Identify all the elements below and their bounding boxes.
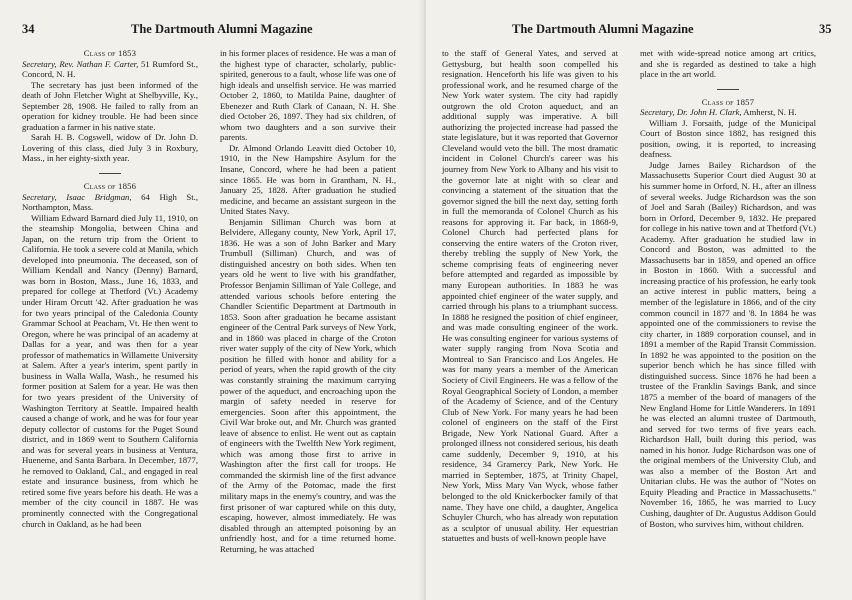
secretary-name: Secretary, Rev. Nathan F. Carter, xyxy=(22,58,139,69)
secretary-address: 64 High St., Northampton, Mass. xyxy=(22,191,198,213)
obituary-paragraph: Judge James Bailey Richardson of the Massachusetts Superior Court died August 30 at his summer home in Orford, N. H., after an illness of several weeks. Judge Richardson was the son of Joel and Sarah (Bailey) Richardson, and was born in Orford, December 9, 1832. He prepared for college in his native town and at Thetford (Vt.) Academy. After graduation he studied law in Concord and Boston, was admitted to the Massachusetts bar in 1859, and opened an office in Boston in 1860. With a successful and increasing practice of his profession, he early took an active interest in public matters, being a member of the legislature in 1866, and of the city common council in 1877 and '8. In 1884 he was appointed one of the commissioners to revise the city charter, in 1889 corporation counsel, and in 1891 a member of the Rapid Transit Commission. In 1892 he was appointed to the position on the superior bench which he has since filled with distinguished success. Since 1876 he had been a trustee of the Franklin Savings Bank, and since 1875 a member of the board of managers of the New England Home for Little Wanderers. In 1891 he was elected an alumni trustee of Dartmouth, and served for two terms of five years each. Richardson Hall, built during this period, was named in his honor. Judge Richardson was one of the original members of the University Club, and was also a member of the Boston Art and Unitarian clubs. He was the author of "Notes on Equity Pleading and Practice in Massachusetts." November 16, 1865, he was married to Lucy Cushing, daughter of Dr. Augustus Addison Gould of Boston, who survives him, without children. xyxy=(640,159,816,529)
obituary-paragraph: met with wide-spread notice among art critics, and she is regarded as destined to take a high place in the art world. xyxy=(640,48,816,80)
left-column-2 xyxy=(220,48,396,554)
section-divider xyxy=(99,173,121,174)
obituary-paragraph: Benjamin Silliman Church was born at Belvidere, Allegany county, New York, April 17, 1836. He was a son of John Barker and Mary Trumbull (Silliman) Church, and was of distinguished ancestry on both sides. When ten years old he went to live with his grandfather, Professor Benjamin Silliman of Yale College, and attended various schools before entering the Chandler Scientific Department at Dartmouth in 1853. Soon after graduation he became assistant engineer of the Central Park surveys of New York, and in 1860 was placed in charge of the Croton river water supply of the city of New York, which position he filled with honor and ability for a period of years, when the rapid growth of the city was constantly straining the maximum carrying power of the aqueduct, and encroaching upon the margin of safety needed in reserve for emergencies. Soon after this appointment, the Civil War broke out, and Mr. Church was granted leave of absence to enlist. He went out as captain of engineers with the Twelfth New York regiment, which was among those first to arrive in Washington after the first call for troops. He commanded the skirmish line of the first advance of the Army of the Potomac, made the first military maps in the enemy's country, and was the first prisoner of war captured while on this duty, escaping, however, almost immediately. He was disabled through an attempted poisoning by an unfriendly host, and for a time returned home. Returning, he was attached xyxy=(220,216,396,554)
class-heading: Class of 1853 xyxy=(83,48,137,58)
secretary-address: 51 Rumford St., Concord, N. H. xyxy=(22,58,198,80)
secretary-address: Amherst, N. H. xyxy=(743,107,797,118)
running-title: The Dartmouth Alumni Magazine xyxy=(131,22,313,36)
section-divider xyxy=(717,89,739,90)
obituary-paragraph: in his former places of residence. He was a man of the highest type of character, scholarly, public-spirited, generous to a fault, whose life was one of high ideals and unselfish service. He was married October 2, 1860, to Matilda Paine, daughter of Ebenezer and Ruth Clark of Canaan, N. H. She died October 26, 1897. They had six children, of whom two daughters and a son survive their parents. xyxy=(220,48,396,143)
page-number: 34 xyxy=(22,22,35,36)
secretary-name: Secretary, Dr. John H. Clark, xyxy=(640,107,742,118)
class-heading: Class of 1857 xyxy=(701,96,755,107)
obituary-paragraph: William Edward Barnard died July 11, 1910, on the steamship Mongolia, between China and Japan, on the return trip from the Orient to California. He took a severe cold at Manila, which developed into pneumonia. The deceased, son of William Kendall and Nancy (Denny) Barnard, was born in Boston, Mass., June 16, 1833, and prepared for college at Thetford (Vt.) Academy under Hiram Orcutt '42. After graduation he was for two years principal of the Caledonia County Grammar School at Peacham, Vt. He then went to Oregon, where he was principal of an academy at Dallas for a year, and was then for a year professor of mathematics in Willamette University at Salem. After a year's interim, spent partly in business in Walla Walla, Wash., he resumed his former position at Salem for a year. He was then for two years president of the University of Washington Territory at Seattle. Impaired health caused a change of work, and he was for four year deputy collector of customs for the Puget Sound district, and in 1869 went to Southern California and was for several years in business at Ventura, Hueneme, and Santa Barbara. In December, 1877, he removed to Oakland, Cal., and engaged in real estate and insurance business, from which he retired some five years before his death. He was a member of the city council in 1887. He was prominently connected with the Congregational church in Oakland, as he had been xyxy=(22,212,198,529)
right-page-header xyxy=(426,22,852,38)
running-title: The Dartmouth Alumni Magazine xyxy=(512,22,694,36)
right-column-1 xyxy=(442,48,618,544)
class-secretary-line xyxy=(640,107,816,118)
class-secretary-line xyxy=(22,59,198,80)
left-page xyxy=(0,0,424,600)
left-column-1 xyxy=(22,48,198,529)
obituary-paragraph: The secretary has just been informed of the death of John Fletcher Wight at Shelbyville, Ky., September 28, 1908. He failed to rally from an operation for kidney trouble. He had been since graduation a farmer in his native state. xyxy=(22,79,198,132)
obituary-paragraph: William J. Forsaith, judge of the Municipal Court of Boston since 1882, has resigned this position, owing, it is reported, to increasing deafness. xyxy=(640,117,816,160)
left-page-header xyxy=(0,22,424,38)
class-heading: Class of 1856 xyxy=(83,181,137,192)
right-column-2 xyxy=(640,48,816,529)
obituary-paragraph: to the staff of General Yates, and served at Gettysburg, but health soon compelled his resignation. Henceforth his life was given to his professional work, and he resumed charge of the New York water system. The city had rapidly outgrown the old Croton aqueduct, and an additional supply was imperative. A bill authorizing the projected increase had passed the state legislature, but it was reported that Governor Cleveland would veto the bill. The most dramatic incident in Colonel Church's career was his journey from New York to Albany and his visit to the governor late at night with so clear and convincing a statement of the situation that the governor signed the bill the next day, setting forth in full the memoranda of Colonel Church as his reasons for approving it. Far back, in 1868-9, Colonel Church had perfected plans for conserving the entire waters of the Croton river, thereby trebling the supply of New York, the scheme comprising feats of engineering never before attempted and regarded as impossible by many European authorities. In 1883 he was appointed chief engineer of the water supply, and carried through his plans to a triumphant success. In 1888 he resigned the position of chief engineer, and was made consulting engineer of the work. He was consulting engineer for various systems of water supply ranging from Nova Scotia and Montreal to San Francisco and Los Angeles. He was for many years a member of the American Society of Civil Engineers. He was a fellow of the Royal Geographical Society of London, a member of the Academy of Science, and of the Century Club of New York. For many years he had been colonel of engineers on the staff of the First Brigade, New York National Guard. After a prolonged illness not considered serious, his death came suddenly, December 9, 1910, at his residence, 34 Gramercy Park, New York. He married in September, 1875, at Trinity Chapel, New York, Miss Mary Van Wyck, whose father belonged to the old Knickerbocker family of that name. They have one child, a daughter, Angelica Schuyler Church, who has already won reputation as a sculptor of unusual ability. Her equestrian statuettes and busts of well-known people have xyxy=(442,48,618,544)
right-page xyxy=(426,0,852,600)
secretary-name: Secretary, Isaac Bridgman, xyxy=(22,191,132,202)
obituary-paragraph: Dr. Almond Orlando Leavitt died October 10, 1910, in the New Hampshire Asylum for the Insane, Concord, where he had been a patient since 1865. He was born in Grantham, N. H., January 25, 1828. After graduation he studied medicine, and became an assistant surgeon in the United States Navy. xyxy=(220,142,396,217)
class-secretary-line xyxy=(22,192,198,213)
obituary-paragraph: Sarah H. B. Cogswell, widow of Dr. John D. Lovering of this class, died July 3 in Roxbury, Mass., in her eighty-sixth year. xyxy=(22,132,198,164)
page-number: 35 xyxy=(819,22,832,36)
